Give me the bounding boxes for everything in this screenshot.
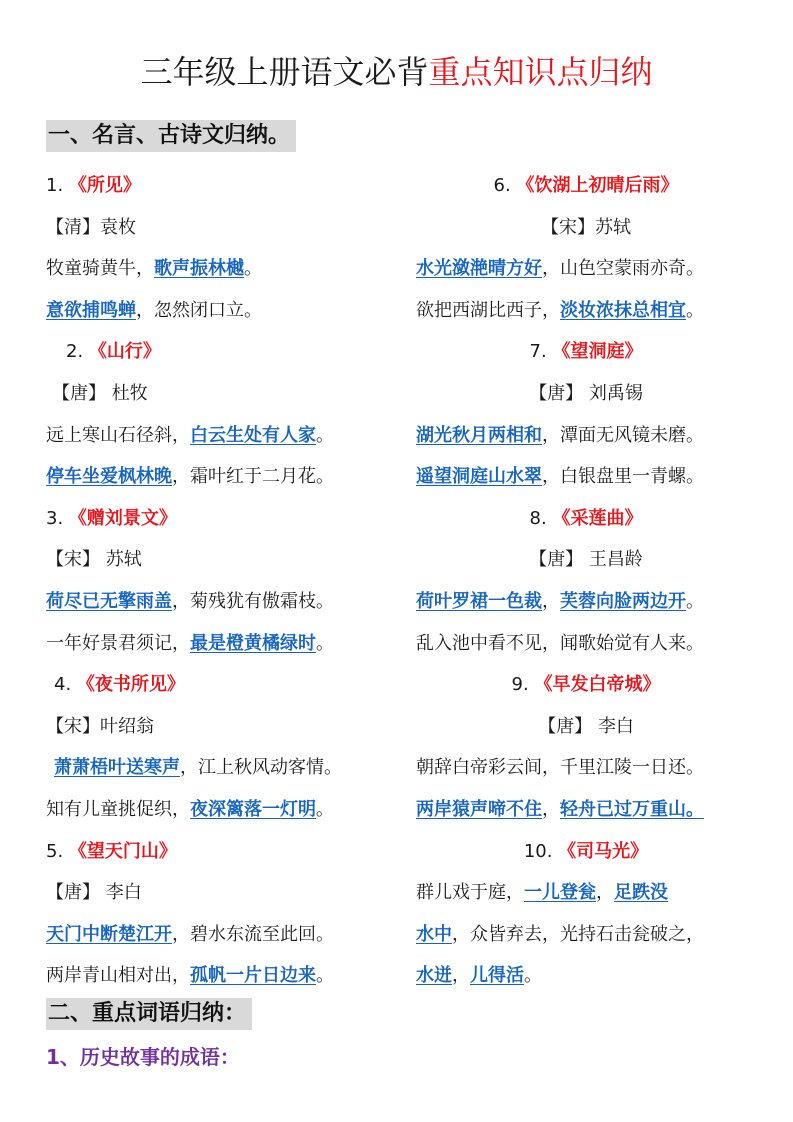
section-heading-2: 二、重点词语归纳：	[46, 998, 252, 1030]
poem-line	[416, 290, 756, 332]
verse-text: 。	[316, 632, 334, 654]
poem-line	[46, 747, 406, 789]
verse-text: ，	[452, 965, 470, 987]
highlighted-verse: 荷叶罗裙一色裁	[416, 590, 542, 612]
verse-text: ，忽然闭口立。	[136, 299, 262, 321]
verse-text: 一年好景君须记，	[46, 632, 190, 654]
poem-number: 2.	[66, 341, 89, 363]
poem-line	[46, 165, 406, 207]
verse-text: 【宋】苏轼	[541, 216, 631, 238]
subsection-heading: 1、历史故事的成语：	[46, 1045, 240, 1069]
poem-line	[416, 872, 756, 914]
highlighted-verse: 歌声振林樾	[154, 258, 244, 280]
poem-line	[416, 539, 756, 581]
verse-text: 。	[316, 798, 334, 820]
poem-title: 《望洞庭》	[552, 341, 643, 363]
poem-title: 《所见》	[68, 175, 141, 196]
highlighted-verse: 水光潋滟晴方好	[416, 258, 542, 280]
verse-text: ，	[542, 590, 560, 612]
poem-line	[416, 955, 756, 997]
poem-line	[46, 498, 406, 540]
poem-line	[46, 664, 406, 706]
title-red: 重点知识点归纳	[428, 53, 653, 91]
poem-line	[46, 373, 406, 415]
poem-line	[46, 831, 406, 873]
poem-line	[46, 539, 406, 581]
verse-text: 【唐】 杜牧	[52, 382, 148, 404]
poem-number: 10.	[523, 840, 559, 862]
highlighted-verse: 淡妆浓抹总相宜	[560, 299, 686, 321]
verse-text: 【唐】 李白	[46, 882, 142, 904]
verse-text: ，白银盘里一青螺。	[542, 466, 704, 488]
verse-text: 【唐】 王昌龄	[529, 549, 643, 571]
poem-line	[46, 207, 406, 249]
poem-title: 《采莲曲》	[552, 507, 643, 529]
highlighted-verse: 最是橙黄橘绿时	[190, 632, 316, 654]
verse-text: 两岸青山相对出，	[46, 965, 190, 987]
poem-title: 《望天门山》	[68, 840, 177, 862]
poem-number: 8.	[529, 507, 553, 529]
poem-column-right	[416, 165, 756, 997]
poem-line	[416, 623, 756, 665]
poem-line	[416, 664, 756, 706]
section-heading-1: 一、名言、古诗文归纳。	[46, 120, 296, 152]
highlighted-verse: 夜深篱落一灯明	[190, 798, 316, 820]
poem-title: 《夜书所见》	[76, 674, 185, 696]
poem-line	[416, 207, 756, 249]
poem-line	[416, 456, 756, 498]
poem-line	[416, 831, 756, 873]
poem-number: 4.	[54, 674, 77, 696]
highlighted-verse: 孤帆一片日边来	[190, 965, 316, 987]
verse-text: 【清】袁枚	[46, 216, 136, 238]
verse-text: 。	[316, 424, 334, 446]
verse-text: ，众皆弃去，光持石击瓮破之，	[452, 923, 704, 945]
highlighted-verse: 足跌没	[614, 882, 668, 904]
highlighted-verse: 白云生处有人家	[190, 424, 316, 446]
verse-text: 朝辞白帝彩云间，千里江陵一日还。	[416, 757, 704, 779]
verse-text: 。	[686, 590, 704, 612]
verse-text: ，	[542, 798, 560, 820]
highlighted-verse: 一儿登瓮	[524, 882, 596, 904]
verse-text: 群儿戏于庭，	[416, 882, 524, 904]
poem-number: 6.	[493, 175, 517, 196]
highlighted-verse: 儿得活	[470, 965, 524, 987]
poem-line	[46, 290, 406, 332]
page-title	[0, 50, 793, 94]
poem-title: 《赠刘景文》	[68, 507, 177, 529]
highlighted-verse: 湖光秋月两相和	[416, 424, 542, 446]
highlighted-verse: 天门中断楚江开	[46, 923, 172, 945]
poem-line	[46, 415, 406, 457]
verse-text: 。	[686, 299, 704, 321]
poem-column-left	[46, 165, 406, 997]
title-black: 三年级上册语文必背	[140, 53, 429, 91]
verse-text: ，潭面无风镜未磨。	[542, 424, 704, 446]
verse-text: ，江上秋风动客情。	[180, 757, 342, 779]
poem-number: 3.	[46, 507, 69, 529]
verse-text: 牧童骑黄牛，	[46, 258, 154, 280]
verse-text: 【唐】 刘禹锡	[529, 382, 643, 404]
verse-text: 远上寒山石径斜，	[46, 424, 190, 446]
verse-text: 【宋】 苏轼	[46, 549, 142, 571]
poem-title: 《山行》	[88, 341, 161, 363]
poem-title: 《饮湖上初晴后雨》	[516, 175, 679, 196]
verse-text: 知有儿童挑促织，	[46, 798, 190, 820]
poem-line	[416, 248, 756, 290]
verse-text: ，	[596, 882, 614, 904]
verse-text: 【宋】叶绍翁	[46, 715, 154, 737]
poem-line	[416, 914, 756, 956]
highlighted-verse: 两岸猿声啼不住	[416, 798, 542, 820]
poem-line	[416, 415, 756, 457]
verse-text: 。	[524, 965, 542, 987]
poem-line	[46, 955, 406, 997]
verse-text: 【唐】 李白	[538, 715, 634, 737]
poem-title: 《司马光》	[558, 840, 649, 862]
verse-text: ，碧水东流至此回。	[172, 923, 334, 945]
verse-text: ，菊残犹有傲霜枝。	[172, 590, 334, 612]
poem-line	[416, 789, 756, 831]
poem-line	[416, 747, 756, 789]
poem-number: 1.	[46, 175, 69, 196]
verse-text: 欲把西湖比西子，	[416, 299, 560, 321]
poem-line	[46, 248, 406, 290]
highlighted-verse: 荷尽已无擎雨盖	[46, 590, 172, 612]
poem-line	[416, 706, 756, 748]
verse-text: ，霜叶红于二月花。	[172, 466, 334, 488]
poem-line	[46, 331, 406, 373]
poem-number: 7.	[529, 341, 553, 363]
verse-text: 。	[316, 965, 334, 987]
highlighted-verse: 意欲捕鸣蝉	[46, 299, 136, 321]
poem-line	[416, 373, 756, 415]
poem-line	[46, 789, 406, 831]
poem-number: 9.	[511, 674, 535, 696]
highlighted-verse: 水迸	[416, 965, 452, 987]
highlighted-verse: 停车坐爱枫林晚	[46, 466, 172, 488]
poem-number: 5.	[46, 840, 69, 862]
highlighted-verse: 轻舟已过万重山。	[560, 798, 704, 820]
highlighted-verse: 水中	[416, 923, 452, 945]
poem-line	[416, 165, 756, 207]
poem-line	[416, 331, 756, 373]
verse-text: ，山色空蒙雨亦奇。	[542, 258, 704, 280]
poem-line	[46, 581, 406, 623]
poem-title: 《早发白帝城》	[534, 674, 661, 696]
highlighted-verse: 遥望洞庭山水翠	[416, 466, 542, 488]
poem-line	[46, 623, 406, 665]
verse-text: 。	[244, 258, 262, 280]
poem-line	[46, 706, 406, 748]
poem-line	[416, 498, 756, 540]
verse-text: 乱入池中看不见，闻歌始觉有人来。	[416, 632, 704, 654]
poem-line	[46, 872, 406, 914]
poem-line	[46, 914, 406, 956]
highlighted-verse: 萧萧梧叶送寒声	[54, 757, 180, 779]
poem-line	[416, 581, 756, 623]
poem-line	[46, 456, 406, 498]
highlighted-verse: 芙蓉向脸两边开	[560, 590, 686, 612]
